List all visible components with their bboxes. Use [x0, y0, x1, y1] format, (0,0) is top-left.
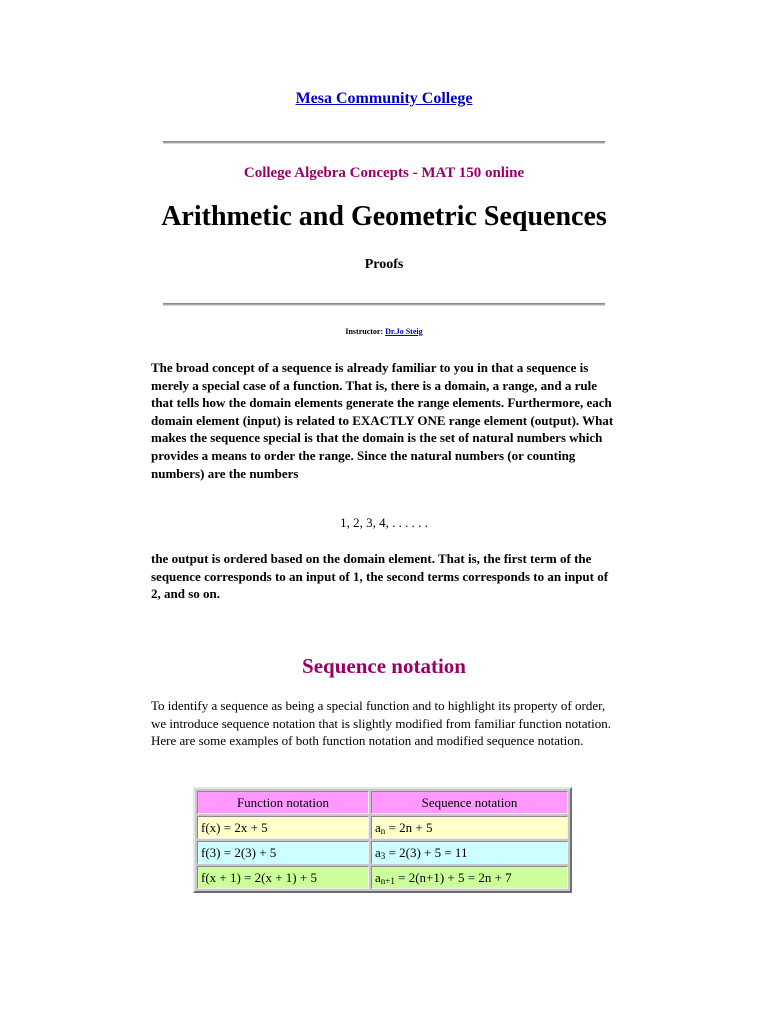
header-sequence-notation: Sequence notation — [371, 791, 568, 814]
sequence-base: a — [375, 819, 381, 835]
divider — [163, 141, 605, 144]
sequence-base: a — [375, 844, 381, 860]
ordering-paragraph: the output is ordered based on the domain element. That is, the first term of the sequence corresponds to an input of 1, the second terms corresponds to an input of 2, and so on. — [151, 551, 609, 602]
sequence-subscript: 3 — [380, 850, 386, 861]
sequence-rest: = 2(n+1) + 5 = 2n + 7 — [394, 869, 512, 885]
divider — [163, 303, 605, 306]
sequence-cell — [371, 866, 568, 889]
function-cell: f(3) = 2(3) + 5 — [197, 841, 369, 864]
function-cell: f(x + 1) = 2(x + 1) + 5 — [197, 866, 369, 889]
page-subtitle: Proofs — [364, 257, 404, 272]
page-title: Arithmetic and Geometric Sequences — [161, 201, 607, 232]
sequence-base: a — [375, 869, 381, 885]
college-link-container — [0, 90, 768, 108]
sequence-rest: = 2n + 5 — [385, 819, 433, 835]
instructor-line — [0, 327, 768, 336]
sequence-subscript: n+1 — [380, 875, 395, 886]
sequence-cell — [371, 816, 568, 839]
intro-paragraph: The broad concept of a sequence is already familiar to you in that a sequence is merely a special case of a function. That is, there is a domain, a range, and a rule that tells how the domain elements generate the range elements. Furthermore, each domain element (input) is related to EXACTLY ONE range element (output). What makes the sequence special is that the domain is the set of natural numbers which provides a means to order the range. Since the natural numbers (or counting numbers) are the numbers — [151, 360, 614, 481]
notation-paragraph: To identify a sequence as being a special function and to highlight its property of order, we introduce sequence notation that is slightly modified from familiar function notation. Here are some examples of both function notation and modified sequence notation. — [151, 698, 611, 749]
sequence-subscript: n — [380, 825, 386, 836]
notation-table — [193, 787, 572, 893]
section-heading: Sequence notation — [302, 654, 466, 678]
instructor-link[interactable]: Dr.Jo Steig — [385, 327, 423, 336]
natural-numbers: 1, 2, 3, 4, . . . . . . — [340, 515, 428, 530]
function-cell: f(x) = 2x + 5 — [197, 816, 369, 839]
sequence-cell — [371, 841, 568, 864]
header-function-notation: Function notation — [197, 791, 369, 814]
table-row — [197, 866, 568, 889]
table-row — [197, 841, 568, 864]
table-header-row — [197, 791, 568, 814]
instructor-label: Instructor: — [345, 327, 384, 336]
sequence-rest: = 2(3) + 5 = 11 — [385, 844, 468, 860]
college-link[interactable]: Mesa Community College — [295, 90, 473, 107]
course-title: College Algebra Concepts - MAT 150 online — [243, 165, 525, 181]
table-row — [197, 816, 568, 839]
